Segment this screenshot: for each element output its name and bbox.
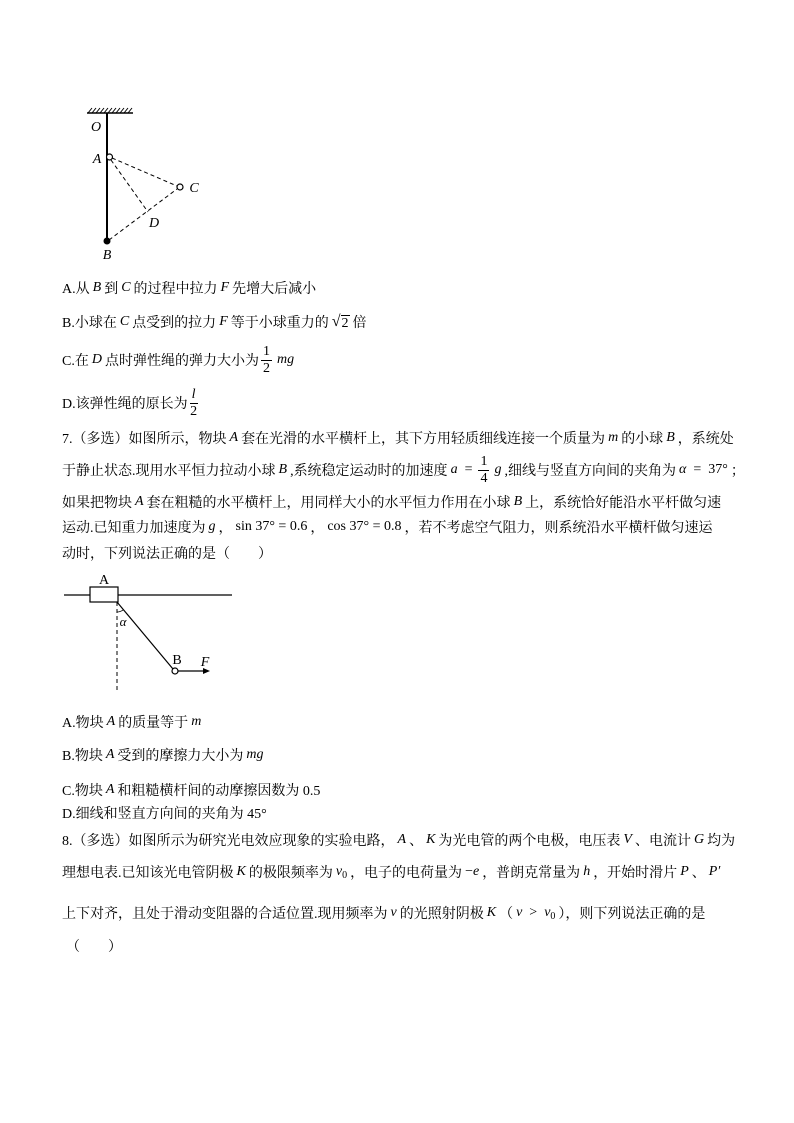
label-B: B [172,653,182,668]
math-variable: G [693,832,705,847]
math-variable: K [236,864,246,879]
math-variable: C [119,314,130,329]
q6-option-b [62,304,367,340]
math-variable: B [513,494,523,509]
text-run: 点受到的拉力 [132,316,217,331]
q7-stem-line-5 [62,535,272,571]
math-variable: C [121,280,131,295]
text-run: 上，系统恰好能沿水平杆做匀速 [525,496,722,511]
q8-stem-line-4 [66,928,122,964]
math-variable: A [106,714,116,729]
text-run: C.物块 [62,784,103,799]
fraction-denominator: 2 [190,403,198,419]
text-run: 倍 [352,316,367,331]
text-run: ，系统处 [677,432,734,447]
q7-option-a [62,704,204,740]
math-variable: K [486,905,497,920]
text-run: ，若不考虑空气阻力，则系统沿水平横杆做匀速运 [404,521,713,536]
text-run: 到 [104,282,119,297]
q6-option-c [62,342,297,378]
text-run: B.物块 [62,749,103,764]
dashed-line-A-D [111,160,148,212]
math-variable: ν [390,905,397,920]
text-run: 、 [691,866,706,881]
text-run: （ ） [66,940,122,955]
text-run: 的小球 [621,432,664,447]
nu-zero [544,905,555,921]
text-run: 为光电管的两个电极，电压表 [438,834,621,849]
math-variable: α [678,462,687,477]
text-run: 的质量等于 [118,716,189,731]
negative-e [465,864,479,880]
math-variable: ν [335,864,343,879]
text-run: 于静止状态.现用水平恒力拉动小球 [62,464,276,479]
ball-B [172,668,178,674]
math-expression: cos 37° = 0.8 [327,519,402,534]
math-operator: > [529,905,538,920]
math-variable: A [135,494,144,509]
text-run: ，开始时滑片 [593,866,678,881]
fraction-numerator: 1 [262,343,270,359]
math-variable: ν [516,905,523,920]
fraction [478,454,489,487]
q8-stem-line-3 [62,895,705,931]
angle-arc [117,610,123,612]
label-D: D [148,216,160,231]
text-run: （ [499,907,514,922]
math-variable: B [92,280,102,295]
text-run: ， [310,521,325,536]
q8-stem-line-2 [62,854,723,890]
text-run: 动时，下列说法正确的是（ ） [62,547,272,562]
math-variable: D [91,352,102,367]
math-variable: g [208,519,216,534]
label-A: A [92,152,102,167]
text-run: B.小球在 [62,316,117,331]
math-variable: B [278,462,288,477]
math-variable: g [494,462,502,477]
label-A: A [98,573,110,588]
fraction-denominator: 2 [262,360,270,376]
text-run: 套在粗糙的水平横杆上，用同样大小的水平恒力作用在小球 [146,496,511,511]
math-variable: P′ [708,864,721,879]
radicand: 2 [341,316,349,331]
text-run: A.从 [62,282,90,297]
radical-sign: √ [331,313,341,330]
figure-elastic-cord [80,100,210,265]
math-variable: F [219,314,228,329]
point-B-ball [104,238,111,245]
q6-option-a [62,270,316,306]
thread [117,602,173,669]
math-variable: A [397,832,407,847]
text-run: ），则下列说法正确的是 [558,907,706,922]
label-O: O [90,120,102,135]
text-run: 均为 [707,834,736,849]
text-run: C.在 [62,354,89,369]
q7-stem-line-2 [62,452,745,488]
label-F: F [200,655,210,670]
math-variable: A [105,782,115,797]
math-expression: 37° [708,462,728,477]
square-root [332,313,350,331]
text-run: 7.（多选）如图所示，物块 [62,432,227,447]
text-run: 的光照射阴极 [399,907,484,922]
text-run: 的过程中拉力 [133,282,218,297]
math-variable: h [583,864,591,879]
math-variable: ν [544,905,551,920]
text-run: ， [218,521,233,536]
text-run: 理想电表.已知该光电管阴极 [62,866,234,881]
text-run: 等于小球重力的 [230,316,329,331]
point-C-ring [177,184,183,190]
text-run: ，电子的电荷量为 [350,866,463,881]
label-alpha: α [119,614,127,629]
text-run: D.该弹性绳的原长为 [62,397,188,412]
text-run: 和粗糙横杆间的动摩擦因数为 0.5 [117,784,321,799]
text-run: ，普朗克常量为 [482,866,581,881]
math-operator: = [464,462,473,477]
subscript: 0 [550,911,556,922]
q8-stem-line-1 [62,822,735,858]
dashed-line-A-C [112,158,177,186]
math-variable: e [472,864,480,879]
text-run: 先增大后减小 [232,282,317,297]
q7-option-b [62,737,267,773]
text-run: 如果把物块 [62,496,132,511]
text-run: 上下对齐，且处于滑动变阻器的合适位置.现用频率为 [62,907,388,922]
text-run: 受到的摩擦力大小为 [117,749,244,764]
q7-stem-line-1 [62,420,734,456]
math-variable: mg [246,747,264,762]
text-run: ； [730,464,745,479]
nu-zero [336,864,347,880]
fraction [261,344,272,377]
text-run: 运动.已知重力加速度为 [62,521,206,536]
text-run: ,系统稳定运动时的加速度 [290,464,448,479]
math-variable: V [623,832,632,847]
subscript: 0 [342,870,348,881]
math-variable: F [220,280,230,295]
fraction-numerator: l [191,386,196,402]
math-variable: A [105,747,115,762]
point-A-ring [107,154,113,160]
math-operator: = [693,462,702,477]
text-run: A.物块 [62,716,104,731]
math-variable: mg [276,352,295,367]
math-variable: B [666,430,675,445]
math-expression: sin 37° = 0.6 [235,519,308,534]
figure-block-on-rod [60,568,240,694]
text-run: 点时弹性绳的弹力大小为 [104,354,259,369]
math-variable: a [450,462,458,477]
math-variable: P [680,864,689,879]
block-A [90,587,118,602]
math-variable: A [229,430,239,445]
math-operator: − [465,864,473,879]
q6-option-d [62,385,200,421]
math-variable: m [191,714,202,729]
text-run: 8.（多选）如图所示为研究光电效应现象的实验电路， [62,834,395,849]
label-C: C [189,181,199,196]
fraction-denominator: 4 [480,470,488,486]
text-run: D.细线和竖直方向间的夹角为 45° [62,807,267,822]
text-run: 、 [409,834,424,849]
text-run: 、电流计 [634,834,691,849]
fraction-numerator: 1 [480,453,488,469]
math-variable: m [608,430,619,445]
text-run: ,细线与竖直方向间的夹角为 [504,464,676,479]
fraction [190,387,198,420]
text-run: 的极限频率为 [248,866,333,881]
label-B: B [102,248,112,263]
dashed-line-B-C [109,189,177,240]
text-run: 套在光滑的水平横杆上，其下方用轻质细线连接一个质量为 [241,432,606,447]
math-variable: K [426,832,436,847]
